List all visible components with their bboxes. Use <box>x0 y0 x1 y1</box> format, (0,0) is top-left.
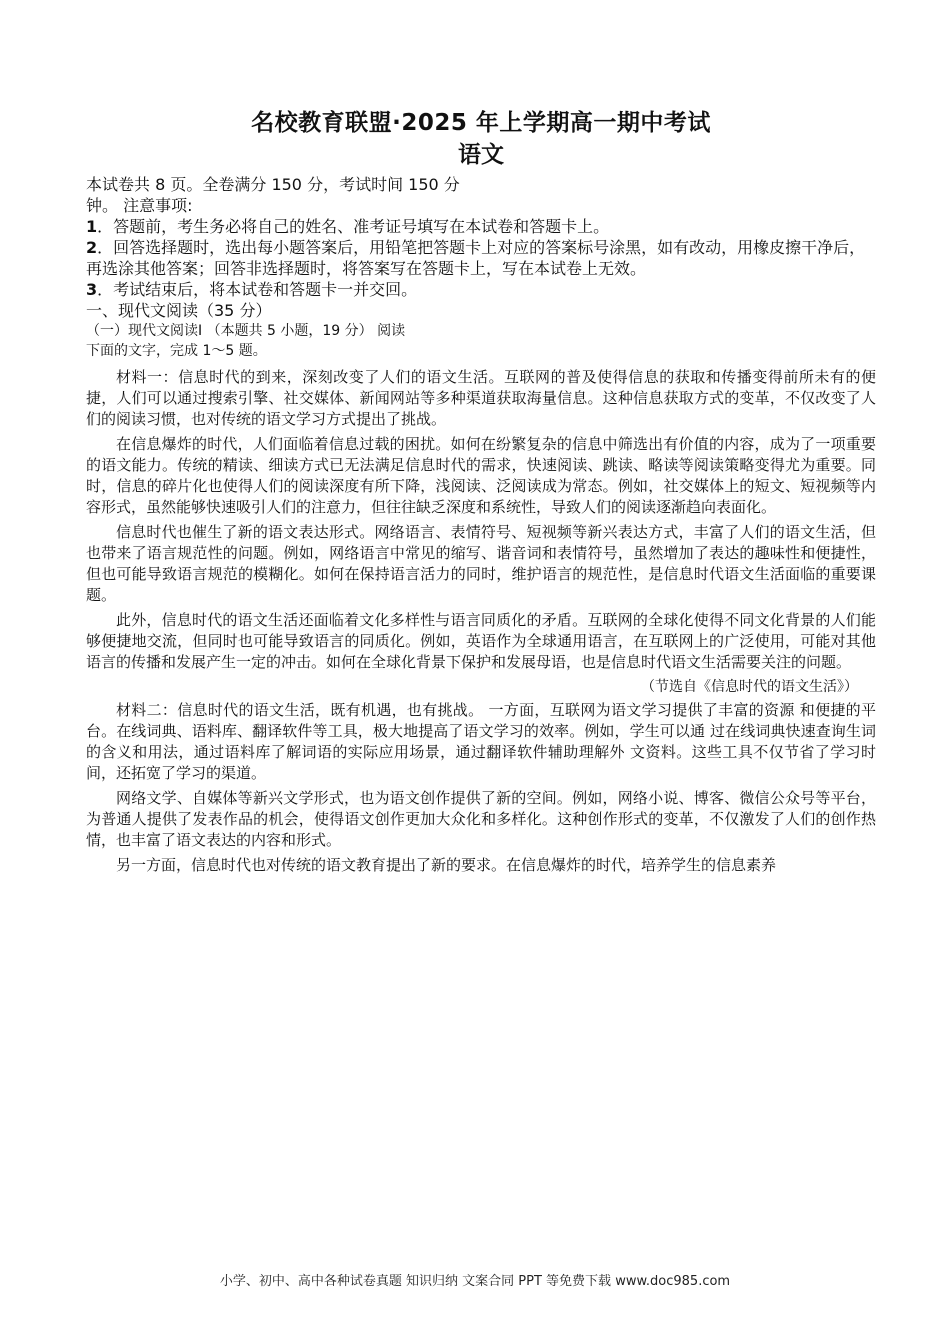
material-one <box>86 367 876 673</box>
material-two-paragraph: 网络文学、自媒体等新兴文学形式，也为语文创作提供了新的空间。例如，网络小说、博客、微信公众号等平台，为普通人提供了发表作品的机会，使得语文创作更加大众化和多样化。这种创作形式的变革，不仅激发了人们的创作热情，也丰富了语文表达的内容和形式。 <box>86 789 876 849</box>
exam-page <box>86 108 876 880</box>
intro-line-2: 钟。 注意事项: <box>86 196 193 215</box>
note-item-2 <box>86 237 876 279</box>
material-two-paragraph: 另一方面，信息时代也对传统的语文教育提出了新的要求。在信息爆炸的时代，培养学生的信息素养 <box>116 856 777 874</box>
section-heading: 一、现代文阅读（35 分） <box>86 301 272 320</box>
material-one-paragraph: 信息时代也催生了新的语文表达形式。网络语言、表情符号、短视频等新兴表达方式，丰富了人们的语文生活，但也带来了语言规范性的问题。例如，网络语言中常见的缩写、谐音词和表情符号，虽然增加了表达的趣味性和便捷性，但也可能导致语言规范的模糊化。如何在保持语言活力的同时，维护语言的规范性，是信息时代语文生活面临的重要课题。 <box>86 523 876 604</box>
page-footer: 小学、初中、高中各种试卷真题 知识归纳 文案合同 PPT 等免费下载 www.doc985.com <box>219 1274 731 1289</box>
intro-line-1: 本试卷共 8 页。全卷满分 150 分，考试时间 150 分 <box>86 175 460 194</box>
material-one-paragraph: 材料一：信息时代的到来，深刻改变了人们的语文生活。互联网的普及使得信息的获取和传播变得前所未有的便捷，人们可以通过搜索引擎、社交媒体、新闻网站等多种渠道获取海量信息。这种信息获取方式的变革，不仅改变了人们的阅读习惯，也对传统的语文学习方式提出了挑战。 <box>86 368 876 428</box>
note-number: 2 <box>86 238 98 257</box>
material-one-paragraph: 在信息爆炸的时代，人们面临着信息过载的困扰。如何在纷繁复杂的信息中筛选出有价值的内容，成为了一项重要的语文能力。传统的精读、细读方式已无法满足信息时代的需求，快速阅读、跳读、略读等阅读策略变得尤为重要。同时，信息的碎片化也使得人们的阅读深度有所下降，浅阅读、泛阅读成为常态。例如，社交媒体上的短文、短视频等内容形式，虽然能够快速吸引人们的注意力，但往往缺乏深度和系统性，导致人们的阅读逐渐趋向表面化。 <box>86 435 876 516</box>
exam-title: 名校教育联盟·2025 年上学期高一期中考试 <box>251 110 711 136</box>
exam-notes <box>86 174 876 300</box>
note-item-1 <box>86 216 876 237</box>
note-text: ．答题前，考生务必将自己的姓名、准考证号填写在本试卷和答题卡上。 <box>97 217 610 236</box>
note-text: ．考试结束后，将本试卷和答题卡一并交回。 <box>97 280 418 299</box>
material-two <box>86 700 876 876</box>
material-one-source: （节选自《信息时代的语文生活》） <box>641 679 858 695</box>
note-item-3 <box>86 279 876 300</box>
exam-subject: 语文 <box>458 142 504 168</box>
material-one-paragraph: 此外，信息时代的语文生活还面临着文化多样性与语言同质化的矛盾。互联网的全球化使得不同文化背景的人们能够便捷地交流，但同时也可能导致语言的同质化。例如，英语作为全球通用语言，在互联网上的广泛使用，可能对其他语言的传播和发展产生一定的冲击。如何在全球化背景下保护和发展母语，也是信息时代语文生活需要关注的问题。 <box>86 611 876 671</box>
note-text: ．回答选择题时，选出每小题答案后，用铅笔把答题卡上对应的答案标号涂黑，如有改动，用橡皮擦干净后，再选涂其他答案；回答非选择题时，将答案写在答题卡上，写在本试卷上无效。 <box>86 238 866 278</box>
section-subheading: （一）现代文阅读Ⅰ （本题共 5 小题，19 分） 阅读下面的文字，完成 1～5 题。 <box>86 323 406 359</box>
note-number: 1 <box>86 217 98 236</box>
note-number: 3 <box>86 280 98 299</box>
material-two-paragraph: 材料二：信息时代的语文生活，既有机遇，也有挑战。 一方面，互联网为语文学习提供了丰富的资源 和便捷的平台。在线词典、语料库、翻译软件等工具，极大地提高了语文学习的效率。例如，学生可以通 过在线词典快速查询生词的含义和用法，通过语料库了解词语的实际应用场景，通过翻译软件辅助理解外 文资料。这些工具不仅节省了学习时间，还拓宽了学习的渠道。 <box>86 701 876 782</box>
